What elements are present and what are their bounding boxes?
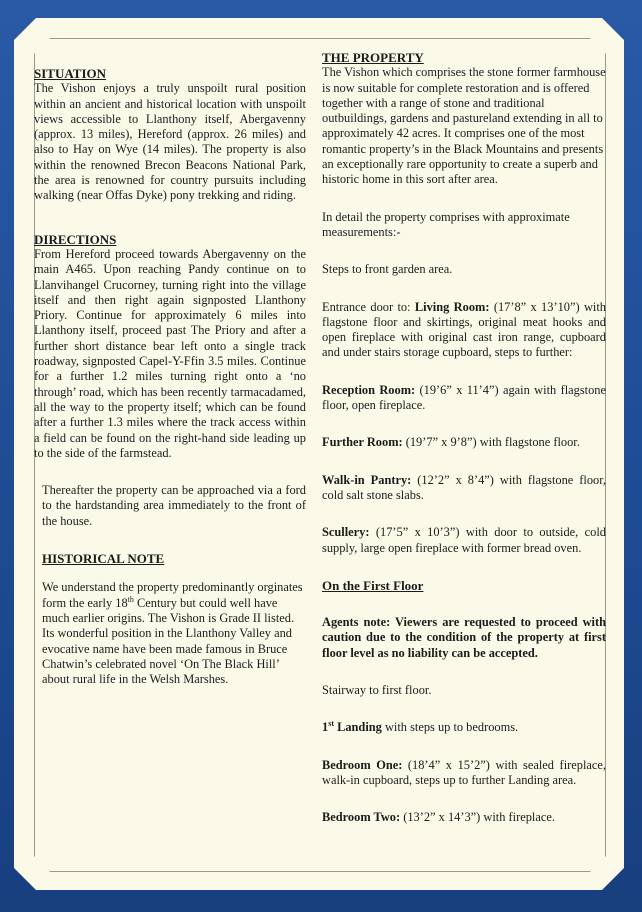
bedroom-two <box>322 810 606 825</box>
further-room-text: (19’7” x 9’8”) with flagstone floor. <box>402 435 580 450</box>
detail-intro: In detail the property comprises with approximate measurements:- <box>322 209 570 239</box>
situation-heading: SITUATION <box>34 66 107 81</box>
bedroom-one-text: (18’4” x 15’2”) with sealed fireplace, walk-in cupboard, steps up to further Landing area. <box>322 757 606 787</box>
bedroom-two-text: (13’2” x 14’3”) with fireplace. <box>400 810 555 825</box>
landing-number: 1 <box>322 720 329 735</box>
historical-heading: HISTORICAL NOTE <box>42 551 165 567</box>
first-landing <box>322 720 606 735</box>
historical-text <box>34 580 306 687</box>
property-heading: THE PROPERTY <box>322 50 424 65</box>
reception-room-label: Reception Room: <box>322 382 416 397</box>
walk-in-pantry-label: Walk-in Pantry: <box>322 472 412 487</box>
living-room-label: Living Room: <box>414 299 490 314</box>
landing-sup: st <box>328 719 334 729</box>
first-floor-heading: On the First Floor <box>322 577 424 593</box>
historical-text-post: Century but could well have much earlier origins. The Vishon is Grade II listed. Its wonderful position in the Llanthony Valley and evocative name have been made famous in Bruce Chatwin’s celebrated novel ‘On The Black Hill’ about rural life in the Welsh Marshes. <box>42 595 295 687</box>
directions-text-2: Thereafter the property can be approached via a ford to the hardstanding area immediately to the front of the house. <box>42 483 306 528</box>
further-room <box>322 435 606 450</box>
historical-text-pre: We understand the property predominantly orginates form the early 18 <box>42 580 303 610</box>
landing-label: Landing <box>333 720 382 735</box>
living-room <box>322 300 606 361</box>
living-room-text: (17’8” x 13’10”) with flagstone floor and skirtings, original meat hooks and open fireplace with original cast iron range, cupboard and under stairs storage cupboard, steps to further: <box>322 299 606 360</box>
directions-text: From Hereford proceed towards Abergavenny on the main A465. Upon reaching Pandy continue on to Llanvihangel Crucorney, turning right into the village itself and then right again signposted Llanthony Priory. Continue for approximately 6 miles into Llanthony itself, proceed past The Priory and after a further short distance bear left onto a single track roadway, signposted Capel-Y-Ffin 3.5 miles. Continue for a further 1.2 miles turning right onto a ‘no through’ road, which has been recently tarmacadamed, all the way to the property itself; which can be found after a further 1.3 miles where the track access within a field can be found on the right-hand side leading up to the side of the farmstead. <box>34 246 306 460</box>
left-column <box>34 66 306 687</box>
agents-note-text: Agents note: Viewers are requested to proceed with caution due to the condition of the property at first floor level as no liability can be accepted. <box>322 615 606 660</box>
entrance-text: Entrance door to: <box>322 299 415 314</box>
scullery-text: (17’5” x 10’3”) with door to outside, cold supply, large open fireplace with former bread oven. <box>322 525 606 555</box>
steps-text: Steps to front garden area. <box>322 262 453 277</box>
directions-heading: DIRECTIONS <box>34 231 117 247</box>
bedroom-one <box>322 758 606 789</box>
walk-in-pantry-text: (12’2” x 8’4”) with flagstone floor, cold salt stone slabs. <box>322 472 606 502</box>
historical-sup: th <box>127 594 134 604</box>
reception-room-text: (19’6” x 11’4”) again with flagstone floor, open fireplace. <box>322 382 606 413</box>
right-column <box>322 50 606 826</box>
agents-note <box>322 615 606 661</box>
scullery <box>322 525 606 556</box>
first-landing-text: with steps up to bedrooms. <box>381 720 519 735</box>
property-text: The Vishon which comprises the stone former farmhouse is now suitable for complete restoration and is offered together with a range of stone and traditional outbuildings, gardens and pastureland extending in all to approximately 42 acres. It comprises one of the most romantic property’s in the Black Mountains and presents an exceptionally rare opportunity to create a superb and historic home in this sort after area. <box>322 65 606 187</box>
situation-text: The Vishon enjoys a truly unspoilt rural position within an ancient and historical location with unspoilt views accessible to Llanthony itself, Abergavenny (approx. 13 miles), Hereford (approx. 26 miles) and also to Hay on Wye (14 miles). The property is also within the renowned Brecon Beacons National Park, the area is renowned for country pursuits including walking (near Offas Dyke) pony trekking and riding. <box>34 81 306 203</box>
first-landing-label <box>322 720 382 734</box>
walk-in-pantry <box>322 473 606 504</box>
bedroom-one-label: Bedroom One: <box>322 757 403 772</box>
stairway-text: Stairway to first floor. <box>322 683 432 698</box>
reception-room <box>322 383 606 414</box>
bedroom-two-label: Bedroom Two: <box>322 810 401 825</box>
further-room-label: Further Room: <box>322 435 403 450</box>
scullery-label: Scullery: <box>322 525 370 540</box>
